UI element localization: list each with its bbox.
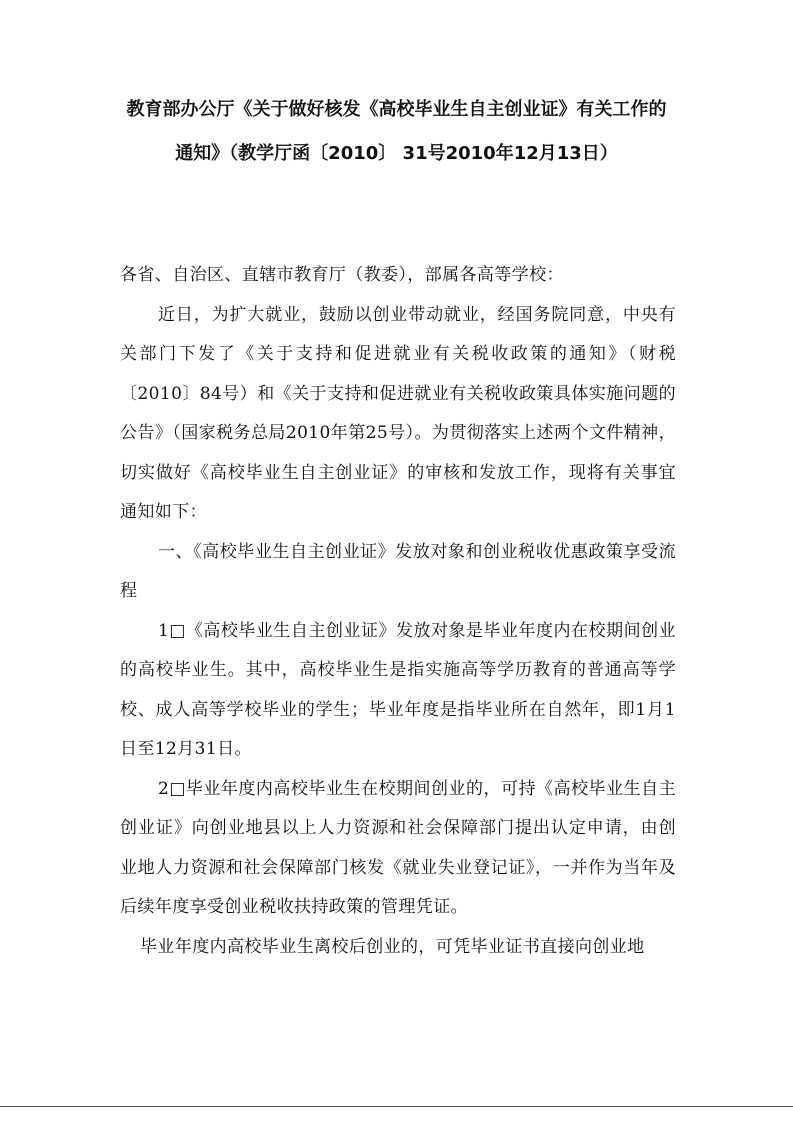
paragraph-item-1: 1□《高校毕业生自主创业证》发放对象是毕业年度内在校期间创业的高校毕业生。其中，高校毕业生是指实施高等学历教育的普通高等学校、成人高等学校毕业的学生；毕业年度是指毕业所在自然年，即1月1日至12月31日。 [120,620,676,759]
section-heading-1: 一、《高校毕业生自主创业证》发放对象和创业税收优惠政策享受流程 [120,541,676,601]
paragraph-item-2: 2□毕业年度内高校毕业生在校期间创业的，可持《高校毕业生自主创业证》向创业地县以上人力资源和社会保障部门提出认定申请，由创业地人力资源和社会保障部门核发《就业失业登记证》，一并作为当年及后续年度享受创业税收扶持政策的管理凭证。 [120,778,676,917]
document-body [120,256,676,967]
document-title-line-1: 教育部办公厅《关于做好核发《高校毕业生自主创业证》有关工作的 [126,99,667,120]
addressee: 各省、自治区、直辖市教育厅（教委），部属各高等学校： [120,265,564,285]
page-bottom-divider [0,1106,793,1107]
document-title-line-2: 通知》（教学厅函〔2010〕 31号2010年12月13日） [175,143,618,164]
paragraph-intro: 近日，为扩大就业，鼓励以创业带动就业，经国务院同意，中央有关部门下发了《关于支持和促进就业有关税收政策的通知》（财税〔2010〕84号）和《关于支持和促进就业有关税收政策具体实施问题的公告》（国家税务总局2010年第25号）。为贯彻落实上述两个文件精神，切实做好《高校毕业生自主创业证》的审核和发放工作，现将有关事宜通知如下： [120,304,676,522]
paragraph-graduates-after-leaving: 毕业年度内高校毕业生离校后创业的，可凭毕业证书直接向创业地 [140,936,645,957]
